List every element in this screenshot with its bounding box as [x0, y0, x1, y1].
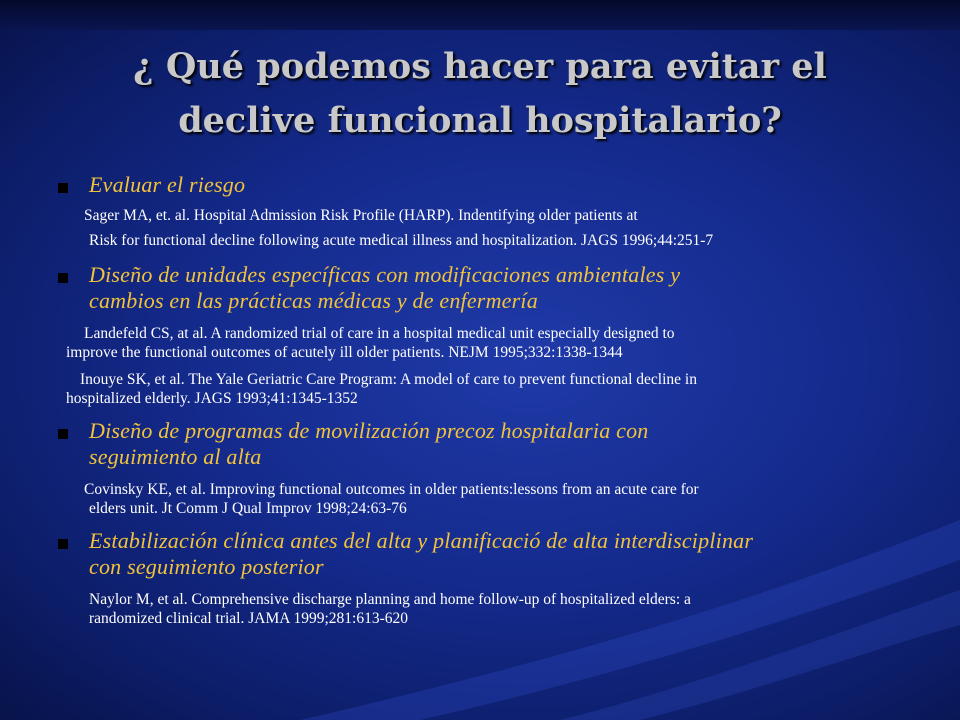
top-dark-band	[0, 0, 960, 30]
bullet-label	[89, 418, 649, 470]
reference-line: randomized clinical trial. JAMA 1999;281:613-620	[89, 610, 408, 627]
reference-line: Risk for functional decline following acute medical illness and hospitalization. JAGS 1996;44:251-7	[89, 232, 714, 249]
bullet-label: Evaluar el riesgo	[89, 172, 246, 197]
bullet-label-line-1: Diseño de unidades específicas con modificaciones ambientales y	[89, 262, 681, 287]
bullet-label	[89, 262, 680, 314]
slide-title-line-1: ¿ Qué podemos hacer para evitar el	[133, 46, 827, 87]
bullet-point-evaluate-risk	[52, 172, 922, 198]
bullet-label-line-2: seguimiento al alta	[89, 444, 262, 469]
square-bullet-icon	[58, 183, 68, 193]
bullet-label-line-1: Estabilización clínica antes del alta y planificació de alta interdisciplinar	[89, 528, 754, 553]
square-bullet-icon	[58, 429, 68, 439]
bullet-label-line-2: cambios en las prácticas médicas y de enfermería	[89, 288, 538, 313]
reference-line: Landefeld CS, at al. A randomized trial of care in a hospital medical unit especially designed to	[84, 325, 675, 342]
square-bullet-icon	[58, 539, 68, 549]
square-bullet-icon	[58, 273, 68, 283]
bullet-label-line-1: Diseño de programas de movilización precoz hospitalaria con	[89, 418, 649, 443]
bullet-point-clinical-stabilization	[52, 528, 922, 580]
slide-title	[40, 40, 920, 148]
bullet-label	[89, 528, 753, 580]
reference-line: Covinsky KE, et al. Improving functional outcomes in older patients:lessons from an acute care for	[84, 481, 699, 498]
reference-line: elders unit. Jt Comm J Qual Improv 1998;24:63-76	[89, 500, 407, 517]
reference-line: Inouye SK, et al. The Yale Geriatric Care Program: A model of care to prevent functional decline in	[80, 371, 697, 388]
reference-line: improve the functional outcomes of acutely ill older patients. NEJM 1995;332:1338-1344	[66, 344, 623, 361]
bullet-point-early-mobilization	[52, 418, 922, 470]
bullet-label-line-2: con seguimiento posterior	[89, 554, 324, 579]
reference-line: Naylor M, et al. Comprehensive discharge planning and home follow-up of hospitalized elders: a	[89, 591, 691, 608]
bullet-point-specific-units	[52, 262, 922, 314]
reference-line: Sager MA, et. al. Hospital Admission Risk Profile (HARP). Indentifying older patients at	[84, 207, 638, 224]
slide-content	[52, 172, 922, 628]
slide-title-line-2: declive funcional hospitalario?	[178, 100, 782, 141]
reference-line: hospitalized elderly. JAGS 1993;41:1345-1352	[66, 390, 358, 407]
